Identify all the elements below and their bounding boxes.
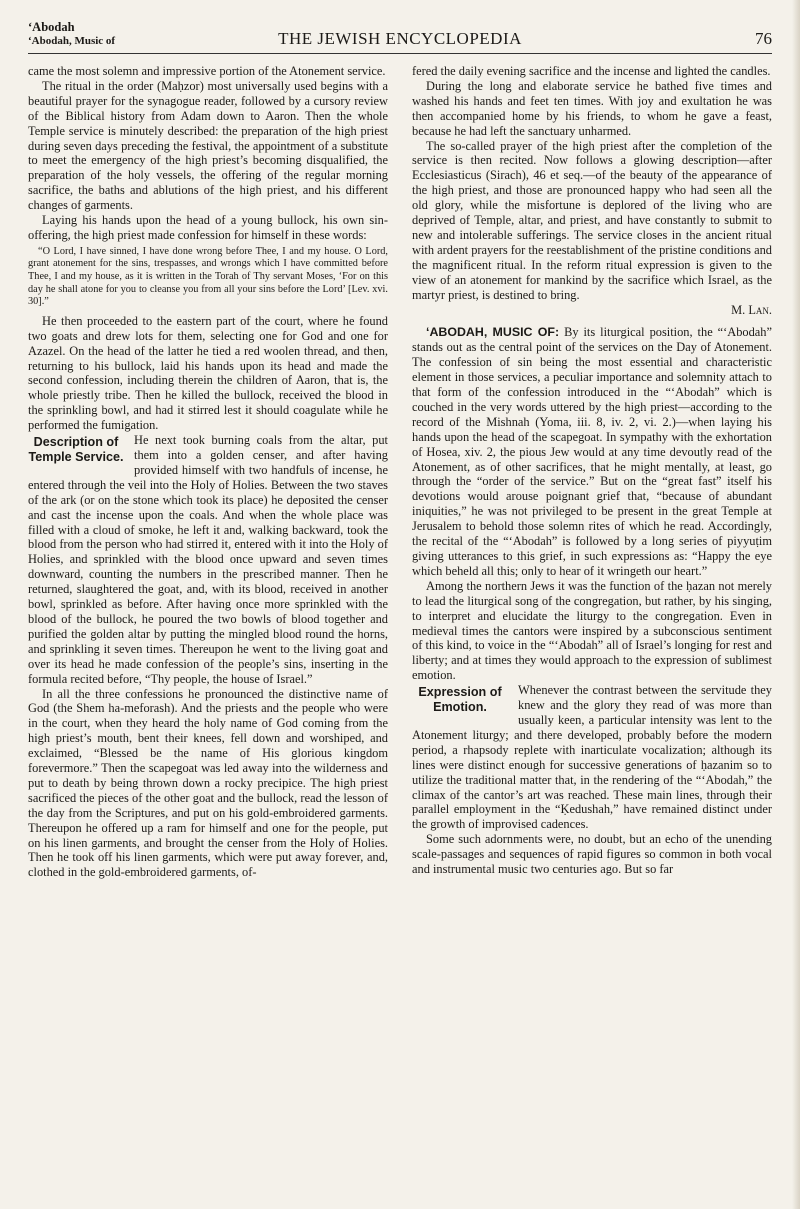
entry-paragraph (412, 325, 772, 578)
entry-text: By its liturgical position, the “‘Abodah” stands out as the central point of the services on the Day of Atonement. The confession of sin being the most essential and characteristic element in those services, a peculiar importance and solemnity attach to that form of the confession introduced in the “‘Abodah” which is couched in the very words uttered by the high priest—according to the record of the Mishnah (Yoma, iii. 8, iv. 2, vi. 2.)—when laying his hands upon the head of the scapegoat. In sympathy with the exhortation of Hosea, xiv. 2, the pious Jew would at any time devoutly read of the Atonement, as of other sacrifices, that he might mentally, at least, go through the “order of the service.” But on the “great fast” itself his devotions would arouse poignant grief that, “because of abundant iniquities,” he was not privileged to be present in the great Temple at Jerusalem to behold those solemn rites of which he read. Accordingly, the recital of the “‘Abodah” is followed by a long series of piyyuṭim giving utterances to this grief, in such expressions as: “Happy the eye which beheld all this; only to hear of it wringeth our heart.” (412, 325, 772, 578)
left-column (28, 64, 388, 880)
block-quote: “O Lord, I have sinned, I have done wrong before Thee, I and my house. O Lord, grant atonement for the sins, trespasses, and wrongs which I have committed before Thee, I and my house, as it is written in the Torah of Thy servant Moses, ‘For on this day he shall atone for you to cleanse you from all your sins before the Lord’ [Lev. xvi. 30].” (28, 245, 388, 308)
running-head-title: THE JEWISH ENCYCLOPEDIA (278, 29, 522, 48)
paragraph-with-side-heading (412, 683, 772, 832)
paragraph: During the long and elaborate service he bathed five times and washed his hands and feet ten times. With joy and exultation he was then accompanied home by his friends, to whom he gave a feast, because he had left the sanctuary unharmed. (412, 78, 772, 138)
paragraph-text: Whenever the contrast between the servitude they knew and the glory they read of was more than usually keen, a particular intensity was lent to the Atonement liturgy; and there developed, probably before the modern period, a rhapsody replete with inarticulate vocalization; although its lines were distinct enough for successive generations of ḥazanim so to utilize the traditional matter that, in the rendering of the “‘Abodah,” the climax of the cantor’s art was reached. These main lines, through their parallel employment in the “Ḳedushah,” have remained distinct under the growth of improvised cadences. (412, 683, 772, 832)
paragraph: Among the northern Jews it was the function of the ḥazan not merely to lead the liturgical song of the congregation, but rather, by his singing, to interpret and elucidate the liturgy to the congregation. Even in medieval times the cantors were inspired by a subconscious sentiment of this kind, to voice in the “‘Abodah” all of Israel’s longing for rest and liberty; and at times they would approach to the expression of sublimest emotion. (412, 578, 772, 683)
running-head-line2: ‘Abodah, Music of (28, 35, 116, 47)
paragraph: He then proceeded to the eastern part of the court, where he found two goats and drew lots for them, selecting one for God and one for Azazel. On the head of the latter he tied a red woolen thread, and then, returning to his bullock, laid his hands upon its head and made the second confession, including therein the children of Aaron, that is, the whole priestly tribe. Then he killed the bullock, received the blood in the sprinkling bowl, and had it stirred lest it should coagulate while he performed the fumigation. (28, 313, 388, 433)
side-heading: Description of Temple Service. (28, 435, 124, 464)
header-rule (28, 53, 772, 54)
paragraph: fered the daily evening sacrifice and the incense and lighted the candles. (412, 64, 771, 78)
paragraph: Some such adornments were, no doubt, but an echo of the unending scale-passages and sequences of rapid figures so common in both vocal and instrumental music two centuries ago. But so far (412, 832, 772, 877)
paragraph: Laying his hands upon the head of a young bullock, his own sin-offering, the high priest made confession for himself in these words: (28, 213, 388, 242)
paragraph: The so-called prayer of the high priest after the completion of the service is then recited. Now follows a glowing description—after Ecclesiasticus (Sirach), 46 et seq.—of the beauty of the appearance of the high priest, and those are pronounced happy who had seen all the old glory, while the misfortune is deplored of the living who are deprived of Temple, altar, and priest, and have constantly to submit to new and intolerable sufferings. The service closes in the ancient ritual with ardent prayers for the reestablishment of the pristine conditions and the magnificent ritual. In the reform ritual expression is given to the view of an atonement for mankind by the sacrifice which Israel, as the martyr priest, is destined to bring. (412, 138, 772, 302)
author-signature: M. Lan. (731, 302, 772, 317)
paragraph: The ritual in the order (Maḥzor) most universally used begins with a beautiful prayer for the synagogue reader, followed by a cursory review of the Biblical history from Adam down to Aaron. Then the whole Temple service is minutely described: the preparation of the high priest during seven days preceding the festival, the appointment of a substitute to meet the emergency of the high priest’s becoming disqualified, the preparation of the holy vessels, the offering of the regular morning sacrifice, the baths and ablutions of the high priest, and his different changes of garments. (28, 78, 388, 213)
paragraph: came the most solemn and impressive portion of the Atonement service. (28, 64, 386, 78)
paragraph: In all the three confessions he pronounced the distinctive name of God (the Shem ha-meforash). And the priests and the people who were in the court, when they heard the holy name of God coming from the high priest’s mouth, bent their knees, fell down and worshiped, and exclaimed, “Blessed be the name of His glorious kingdom forevermore.” Then the scapegoat was led away into the wilderness and put to death by being thrown down a rocky precipice. The high priest sacrificed the pieces of the other goat and the bullock, read the lesson of the day from the Scriptures, and put on his gold-embroidered garments. Thereupon he offered up a ram for himself and one for the people, put on his linen garments, and brought the censer from the Holy of Holies. Then he took off his linen garments, which were put away forever, and, clothed in the gold-embroidered garments, of- (28, 686, 388, 880)
entry-title: ‘ABODAH, MUSIC OF: (426, 325, 560, 340)
paragraph-text: He next took burning coals from the altar, put them into a golden censer, and after having provided himself with two handfuls of incense, he entered through the veil into the Holy of Holies. Between the two staves of the ark (or on the stone which took its place) he deposited the censer and cast the incense upon the coals. And when the whole place was filled with a cloud of smoke, he left it and, walking backward, took the blood from the person who had stirred it, entered with it into the Holy of Holies, and sprinkled with the blood once upward and seven times downward, counting the numbers in the prescribed manner. Then he returned, slaughtered the goat, and, with its blood, received in another bowl, sprinkled as before. After having once more sprinkled with the blood of the bullock, he poured the two bowls of blood together and purified the golden altar by putting the mingled blood round the horns, and sprinkling it seven times. Thereupon he went to the living goat and over its head he made confession of the people’s sins, inserting in the formula recited before, “Thy people, the house of Israel.” (28, 433, 388, 686)
right-column (412, 64, 772, 877)
page-edge-shadow (792, 0, 800, 1209)
side-heading: Expression of Emotion. (418, 685, 502, 715)
running-head-line1: ‘Abodah (28, 20, 75, 34)
paragraph-with-side-heading (28, 433, 388, 686)
page-number: 76 (755, 29, 772, 48)
